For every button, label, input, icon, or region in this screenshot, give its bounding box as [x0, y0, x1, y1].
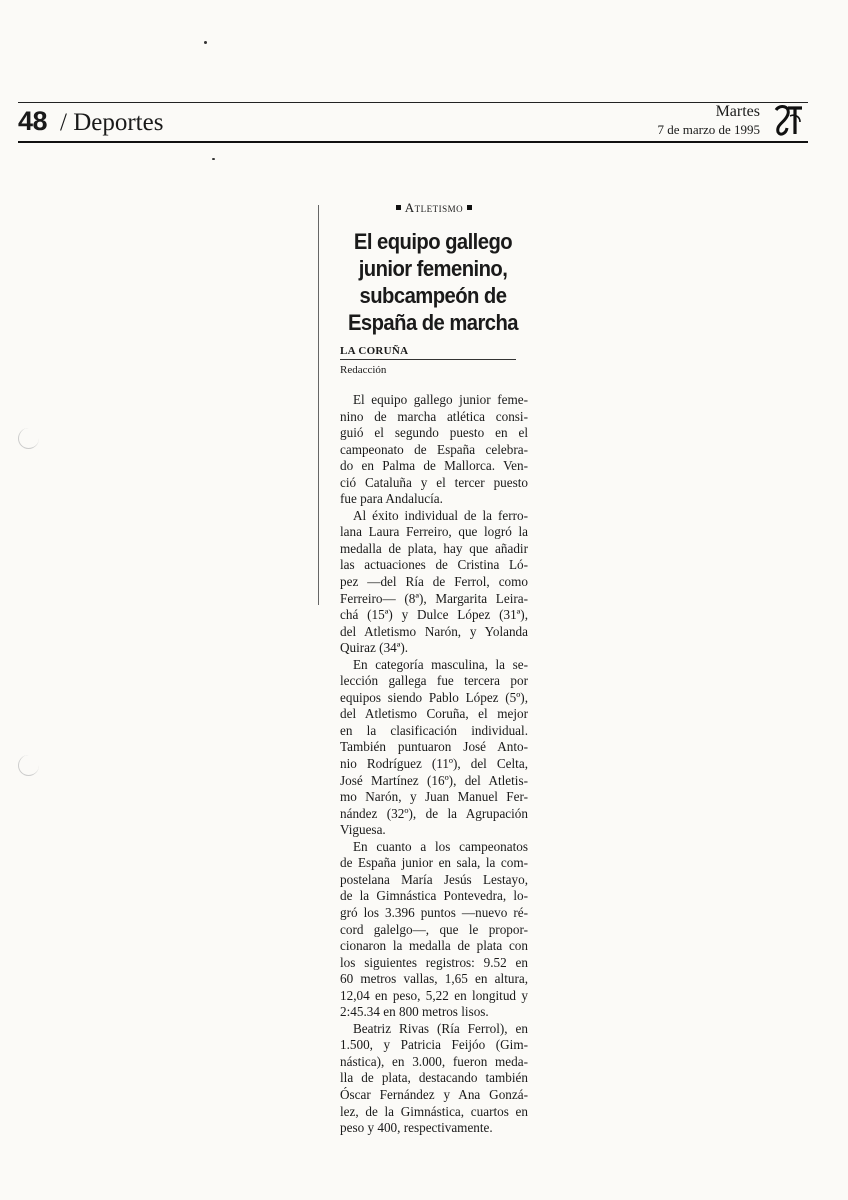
- issue-date-text: 7 de marzo de 1995: [657, 122, 760, 137]
- paragraph-line: ció Cataluña y el tercer puesto: [340, 474, 528, 490]
- article-dateline: LA CORUÑA: [340, 345, 516, 360]
- newspaper-logo-icon: [770, 102, 806, 138]
- paragraph-line: El equipo gallego junior feme-: [353, 392, 528, 407]
- paragraph-line: nino de marcha atlética consi-: [340, 408, 528, 424]
- column-rule: [318, 205, 319, 605]
- scan-speck: [204, 41, 207, 44]
- paragraph-line: cord galelgo—, que le propor-: [340, 921, 528, 937]
- paragraph-line: en la clasificación individual.: [340, 722, 528, 738]
- paragraph-line: del Atletismo Narón, y Yolanda: [340, 623, 528, 639]
- scan-speck: [212, 158, 215, 160]
- paragraph-line: de España junior en sala, la com-: [340, 855, 528, 871]
- section-name: / Deportes: [60, 109, 164, 136]
- paragraph-line: Óscar Fernández y Ana Gonzá-: [340, 1086, 528, 1102]
- paragraph-line: nández (32º), de la Agrupación: [340, 805, 528, 821]
- article-paragraph: [340, 392, 528, 508]
- paragraph-line: En cuanto a los campeonatos: [353, 838, 528, 854]
- paragraph-line: campeonato de España celebra-: [340, 441, 528, 457]
- paragraph-line: También puntuaron José Anto-: [340, 739, 528, 755]
- paragraph-line: Quiraz (34ª).: [340, 640, 409, 656]
- article-paragraph: [340, 839, 528, 1021]
- paragraph-line: lección gallega fue tercera por: [340, 673, 528, 689]
- page-number: 48: [18, 106, 48, 136]
- paragraph-line: fue para Andalucía.: [340, 491, 443, 507]
- paragraph-line: José Martínez (16º), del Atletis-: [340, 772, 528, 788]
- article-byline: Redacción: [340, 364, 387, 376]
- headline-line: España de marcha: [347, 310, 519, 335]
- paragraph-line: de la Gimnástica Pontevedra, lo-: [340, 888, 528, 904]
- headline-line: El equipo gallego: [353, 229, 513, 254]
- kicker-bullet-icon: [467, 205, 472, 210]
- article-body: [340, 392, 528, 1137]
- paragraph-line: 1.500, y Patricia Feijóo (Gim-: [340, 1037, 528, 1053]
- paragraph-line: del Atletismo Coruña, el mejor: [340, 706, 528, 722]
- paragraph-line: postelana María Jesús Lestayo,: [340, 871, 528, 887]
- page-header: [18, 98, 808, 146]
- article-kicker: [340, 200, 528, 216]
- paragraph-line: guió el segundo puesto en el: [340, 425, 528, 441]
- paragraph-line: lla de plata, destacando también: [340, 1070, 528, 1086]
- paragraph-line: chá (15ª) y Dulce López (31ª),: [340, 607, 528, 623]
- paragraph-line: lez, de la Gimnástica, cuartos en: [340, 1103, 528, 1119]
- article-paragraph: [340, 1021, 528, 1137]
- paragraph-line: 2:45.34 en 800 metros lisos.: [340, 1004, 489, 1020]
- article-paragraph: [340, 657, 528, 839]
- paragraph-line: nástica), en 3.000, fueron meda-: [340, 1053, 528, 1069]
- article-paragraph: [340, 508, 528, 657]
- paragraph-line: nio Rodríguez (11º), del Celta,: [340, 756, 528, 772]
- header-top-rule: [18, 102, 808, 103]
- paragraph-line: do en Palma de Mallorca. Ven-: [340, 458, 528, 474]
- punch-hole-mark: [18, 755, 39, 776]
- paragraph-line: cionaron la medalla de plata con: [340, 938, 528, 954]
- headline-line: junior femenino,: [358, 256, 508, 281]
- paragraph-line: los siguientes registros: 9.52 en: [340, 954, 528, 970]
- paragraph-line: Beatriz Rivas (Ría Ferrol), en: [353, 1020, 528, 1036]
- punch-hole-mark: [18, 428, 39, 449]
- kicker-bullet-icon: [396, 205, 401, 210]
- paragraph-line: En categoría masculina, la se-: [353, 656, 528, 672]
- paragraph-line: lana Laura Ferreiro, que logró la: [340, 524, 528, 540]
- paragraph-line: pez —del Ría de Ferrol, como: [340, 574, 528, 590]
- paragraph-line: Ferreiro— (8ª), Margarita Leira-: [340, 590, 528, 606]
- paragraph-line: Al éxito individual de la ferro-: [353, 507, 528, 523]
- paragraph-line: peso y 400, respectivamente.: [340, 1120, 493, 1136]
- headline-line: subcampeón de: [359, 283, 507, 308]
- header-bottom-rule: [18, 141, 808, 143]
- paragraph-line: 12,04 en peso, 5,22 en longitud y: [340, 987, 528, 1003]
- paragraph-line: gró los 3.396 puntos —nuevo ré-: [340, 904, 528, 920]
- issue-weekday: Martes: [715, 103, 760, 120]
- paragraph-line: equipos siendo Pablo López (5º),: [340, 689, 528, 705]
- paragraph-line: medalla de plata, hay que añadir: [340, 540, 528, 556]
- article-headline: [336, 228, 529, 336]
- issue-date: [657, 104, 760, 136]
- kicker-text: Atletismo: [404, 200, 464, 215]
- paragraph-line: mo Narón, y Juan Manuel Fer-: [340, 789, 528, 805]
- paragraph-line: Viguesa.: [340, 822, 386, 838]
- paragraph-line: las actuaciones de Cristina Ló-: [340, 557, 528, 573]
- paragraph-line: 60 metros vallas, 1,65 en altura,: [340, 971, 528, 987]
